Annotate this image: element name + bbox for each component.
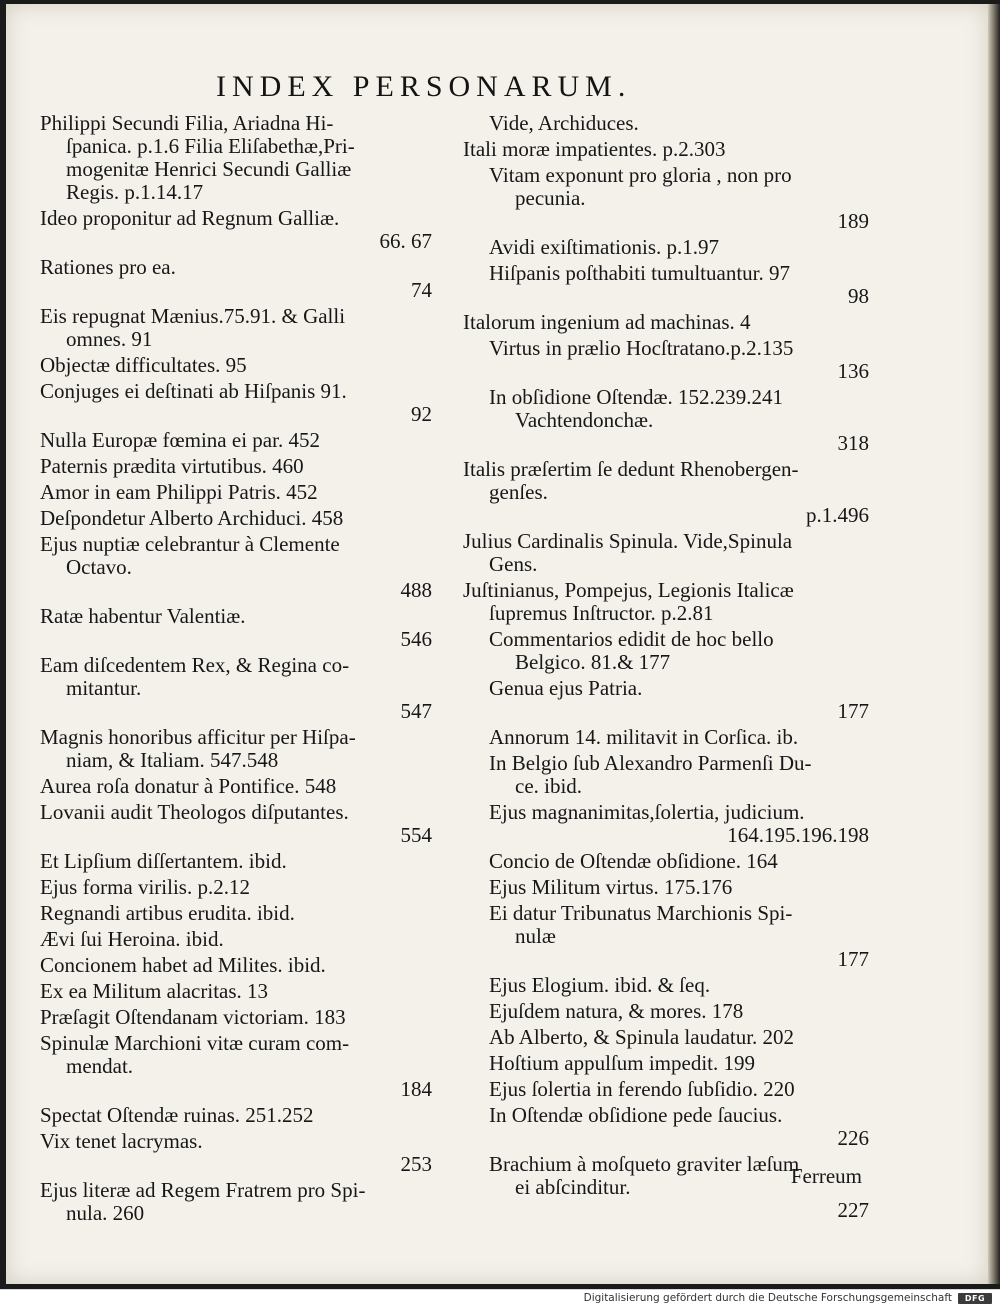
index-entry (463, 850, 873, 873)
entry-page-ref: 177 (837, 699, 869, 723)
index-entry (40, 605, 436, 651)
entry-line: Italorum ingenium ad machinas. 4 (463, 311, 751, 334)
entry-line: Italis præſertim ſe dedunt Rhenobergen- (463, 458, 799, 481)
index-column-left (40, 112, 436, 1228)
entry-line: Philippi Secundi Filia, Ariadna Hi- (40, 112, 334, 135)
entry-page-ref: 184 (400, 1077, 432, 1101)
index-entry (40, 775, 436, 798)
entry-line: Vitam exponunt pro gloria , non pro (489, 164, 792, 187)
index-entry (40, 533, 436, 602)
entry-page-ref: 74 (411, 278, 432, 302)
index-entry (463, 677, 873, 723)
index-entry (463, 236, 873, 259)
index-entry (463, 579, 873, 625)
entry-line: Ab Alberto, & Spinula laudatur. 202 (489, 1026, 795, 1049)
index-entry (40, 112, 436, 204)
entry-line: Lovanii audit Theologos diſputantes. (40, 801, 349, 824)
index-entry (463, 752, 873, 798)
entry-line: Eis repugnat Mænius.75.91. & Galli (40, 305, 346, 328)
entry-line: Rationes pro ea. (40, 256, 176, 279)
entry-line: Ejus Militum virtus. 175.176 (489, 876, 733, 899)
entry-page-ref: 92 (411, 402, 432, 426)
entry-line: Genua ejus Patria. (489, 677, 643, 700)
index-entry (463, 386, 873, 455)
entry-line: Præſagit Oſtendanam victoriam. 183 (40, 1006, 346, 1029)
entry-line: Ejus literæ ad Regem Fratrem pro Spi- (40, 1179, 366, 1202)
entry-line: Conjuges ei deſtinati ab Hiſpanis 91. (40, 380, 347, 403)
page-title: INDEX PERSONARUM. (216, 70, 632, 103)
entry-line: In obſidione Oſtendæ. 152.239.241 (489, 386, 783, 409)
entry-line: Et Lipſium diſſertantem. ibid. (40, 850, 287, 873)
entry-line: ſpanica. p.1.6 Filia Eliſabethæ,Pri- (66, 135, 355, 158)
index-entry (40, 1104, 436, 1127)
entry-line: nulæ (515, 925, 556, 948)
entry-page-ref: 546 (400, 627, 432, 651)
entry-line: Eam diſcedentem Rex, & Regina co- (40, 654, 350, 677)
entry-page-ref: 488 (400, 578, 432, 602)
index-entry (463, 876, 873, 899)
entry-line: Regis. p.1.14.17 (66, 181, 204, 204)
entry-page-ref: 177 (837, 947, 869, 971)
index-entry (463, 726, 873, 749)
index-entry (463, 164, 873, 233)
index-entry (40, 1006, 436, 1029)
index-entry (40, 1130, 436, 1176)
index-entry (40, 876, 436, 899)
index-entry (40, 980, 436, 1003)
entry-line: Ejus Elogium. ibid. & ſeq. (489, 974, 711, 997)
entry-page-ref: 227 (837, 1198, 869, 1222)
index-entry (463, 1104, 873, 1150)
entry-line: Julius Cardinalis Spinula. Vide,Spinula (463, 530, 793, 553)
index-entry (40, 207, 436, 253)
entry-line: Octavo. (66, 556, 132, 579)
index-entry (40, 954, 436, 977)
entry-line: Ratæ habentur Valentiæ. (40, 605, 246, 628)
entry-page-ref: 547 (400, 699, 432, 723)
entry-line: Brachium à moſqueto graviter læſum (489, 1153, 800, 1176)
index-entry (463, 138, 873, 161)
entry-page-ref: 253 (400, 1152, 432, 1176)
index-entry (40, 850, 436, 873)
index-entry (40, 256, 436, 302)
entry-page-ref: 189 (837, 209, 869, 233)
index-entry (40, 354, 436, 377)
entry-line: Ejus magnanimitas,ſolertia, judicium. (489, 801, 805, 824)
catchword: Ferreum (790, 1164, 862, 1188)
entry-line: Deſpondetur Alberto Archiduci. 458 (40, 507, 344, 530)
entry-line: Virtus in prælio Hocſtratano.p.2.135 (489, 337, 794, 360)
index-entry (463, 112, 873, 135)
entry-page-ref: 136 (837, 359, 869, 383)
entry-line: Gens. (489, 553, 538, 576)
entry-line: Ævi ſui Heroina. ibid. (40, 928, 224, 951)
entry-line: Ejus forma virilis. p.2.12 (40, 876, 250, 899)
entry-page-ref: 554 (400, 823, 432, 847)
entry-line: genſes. (489, 481, 548, 504)
index-entry (40, 801, 436, 847)
entry-line: Ex ea Militum alacritas. 13 (40, 980, 269, 1003)
index-entry (463, 1026, 873, 1049)
entry-line: Hiſpanis poſthabiti tumultuantur. 97 (489, 262, 790, 285)
index-column-right (463, 112, 873, 1225)
entry-page-ref: 226 (837, 1126, 869, 1150)
index-entry (463, 1078, 873, 1101)
entry-line: Belgico. 81.& 177 (515, 651, 671, 674)
entry-line: mendat. (66, 1055, 134, 1078)
entry-line: pecunia. (515, 187, 586, 210)
entry-line: ſupremus Inſtructor. p.2.81 (489, 602, 714, 625)
entry-page-ref: 98 (848, 284, 869, 308)
index-entry (463, 337, 873, 383)
entry-line: ei abſcinditur. (515, 1176, 631, 1199)
index-entry (463, 974, 873, 997)
index-entry (40, 902, 436, 925)
entry-line: Itali moræ impatientes. p.2.303 (463, 138, 726, 161)
entry-line: Paternis prædita virtutibus. 460 (40, 455, 304, 478)
entry-line: ce. ibid. (515, 775, 583, 798)
index-entry (463, 628, 873, 674)
index-entry (40, 928, 436, 951)
entry-line: Ejuſdem natura, & mores. 178 (489, 1000, 744, 1023)
index-entry (463, 262, 873, 308)
entry-page-ref: 164.195.196.198 (727, 823, 869, 847)
entry-line: Aurea roſa donatur à Pontifice. 548 (40, 775, 337, 798)
funding-notice: Digitalisierung gefördert durch die Deutsche Forschungsgemeinschaft (583, 1292, 952, 1304)
entry-page-ref: p.1.496 (806, 503, 869, 527)
entry-line: Nulla Europæ fœmina ei par. 452 (40, 429, 320, 452)
index-entry (463, 530, 873, 576)
entry-line: In Belgio ſub Alexandro Parmenſi Du- (489, 752, 812, 775)
entry-line: mitantur. (66, 677, 142, 700)
index-entry (40, 1032, 436, 1101)
entry-line: Ejus nuptiæ celebrantur à Clemente (40, 533, 340, 556)
index-entry (463, 1052, 873, 1075)
index-entry (40, 507, 436, 530)
index-entry (40, 305, 436, 351)
index-entry (40, 481, 436, 504)
entry-line: Vide, Archiduces. (489, 112, 639, 135)
index-entry (463, 1000, 873, 1023)
book-page (6, 4, 988, 1284)
entry-line: Amor in eam Philippi Patris. 452 (40, 481, 318, 504)
index-entry (463, 801, 873, 847)
entry-line: Spectat Oſtendæ ruinas. 251.252 (40, 1104, 314, 1127)
entry-line: Vachtendonchæ. (515, 409, 654, 432)
entry-line: Magnis honoribus afficitur per Hiſpa- (40, 726, 356, 749)
index-entry (463, 458, 873, 527)
entry-line: Ejus ſolertia in ferendo ſubſidio. 220 (489, 1078, 795, 1101)
dfg-logo: DFG (958, 1293, 992, 1304)
index-entry (40, 654, 436, 723)
index-entry (40, 1179, 436, 1225)
entry-line: niam, & Italiam. 547.548 (66, 749, 279, 772)
entry-line: Commentarios edidit de hoc bello (489, 628, 774, 651)
index-entry (40, 726, 436, 772)
footer-bar (0, 1289, 1000, 1308)
entry-line: Hoſtium appulſum impedit. 199 (489, 1052, 755, 1075)
entry-line: Objectæ difficultates. 95 (40, 354, 247, 377)
index-entry (40, 455, 436, 478)
page-edge (988, 4, 1000, 1284)
entry-line: omnes. 91 (66, 328, 153, 351)
entry-line: Concionem habet ad Milites. ibid. (40, 954, 326, 977)
entry-line: Avidi exiſtimationis. p.1.97 (489, 236, 720, 259)
entry-line: Annorum 14. militavit in Corſica. ib. (489, 726, 799, 749)
index-entry (463, 311, 873, 334)
entry-line: Vix tenet lacrymas. (40, 1130, 203, 1153)
entry-page-ref: 318 (837, 431, 869, 455)
entry-page-ref: 66. 67 (379, 229, 432, 253)
entry-line: nula. 260 (66, 1202, 145, 1225)
entry-line: In Oſtendæ obſidione pede ſaucius. (489, 1104, 783, 1127)
entry-line: Concio de Oſtendæ obſidione. 164 (489, 850, 778, 873)
entry-line: Ei datur Tribunatus Marchionis Spi- (489, 902, 793, 925)
entry-line: Spinulæ Marchioni vitæ curam com- (40, 1032, 350, 1055)
entry-line: mogenitæ Henrici Secundi Galliæ (66, 158, 352, 181)
entry-line: Juſtinianus, Pompejus, Legionis Italicæ (463, 579, 794, 602)
entry-line: Ideo proponitur ad Regnum Galliæ. (40, 207, 340, 230)
index-entry (40, 380, 436, 426)
index-entry (40, 429, 436, 452)
index-entry (463, 902, 873, 971)
entry-line: Regnandi artibus erudita. ibid. (40, 902, 295, 925)
